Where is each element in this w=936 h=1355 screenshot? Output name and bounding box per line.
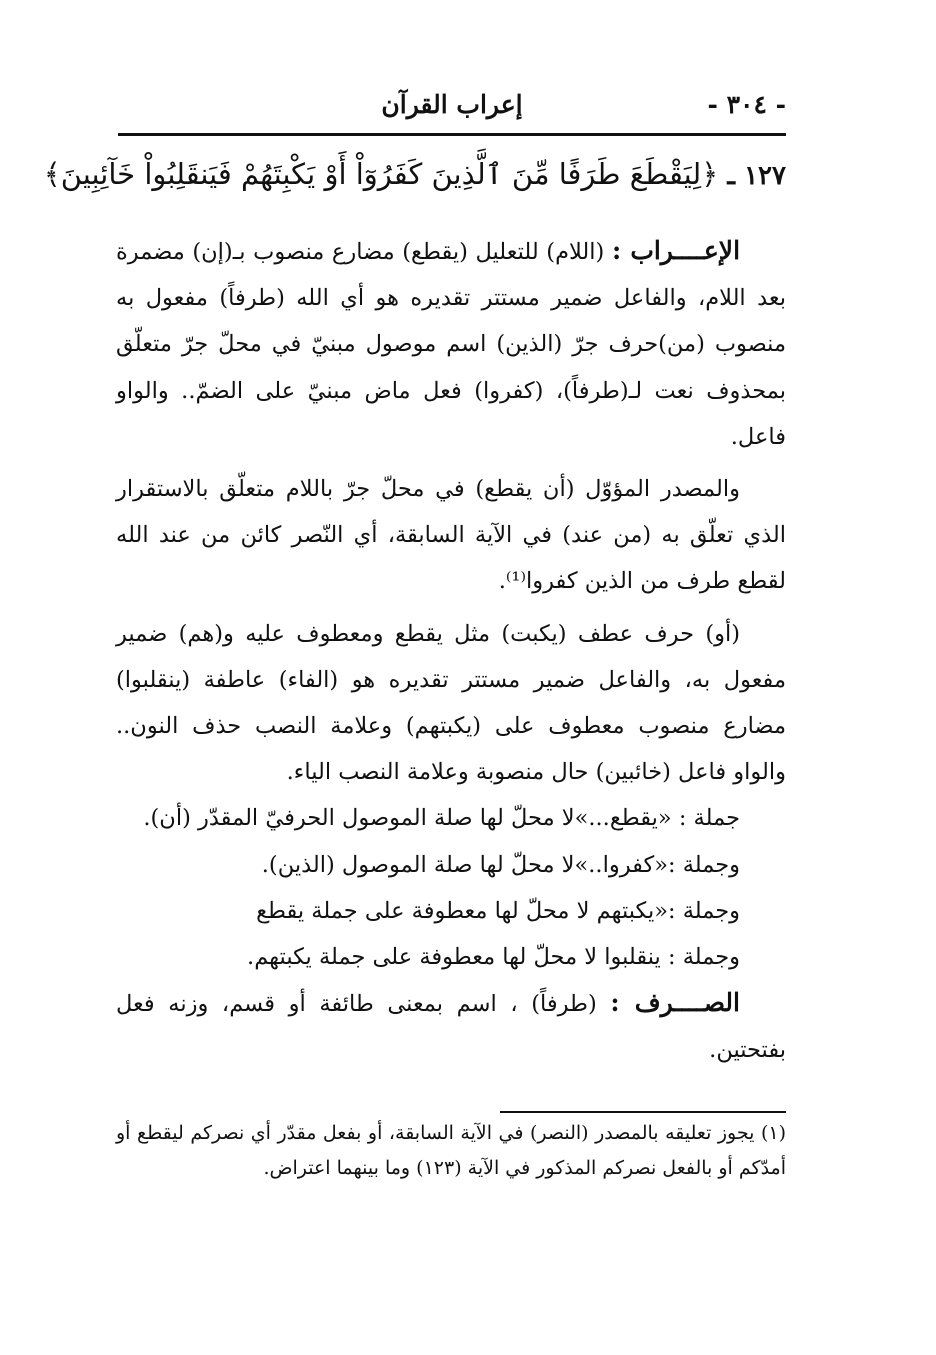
- verse-number: ١٢٧ ـ: [727, 161, 786, 191]
- sentence-2: وجملة :«كفروا..»لا محلّ لها صلة الموصول (الذين).: [261, 851, 740, 878]
- quran-verse: [43, 150, 786, 200]
- page-header: [118, 88, 786, 128]
- irab-text: (اللام) للتعليل (يقطع) مضارع منصوب بـ(إن) مضمرة بعد اللام، والفاعل ضمير مستتر تقديره هو أي الله (طرفاً) مفعول به منصوب (من)حرف جرّ (الذين) اسم موصول مبنيّ في محلّ جرّ متعلّق بمحذوف نعت لـ(طرفاً)، (كفروا) فعل ماض مبنيّ على الضمّ.. والواو فاعل.: [116, 239, 786, 450]
- sarf-paragraph: [116, 980, 786, 1073]
- irab-paragraph: [116, 228, 786, 460]
- footnote-1: (١) يجوز تعليقه بالمصدر (النصر) في الآية السابقة، أو بفعل مقدّر أي نصركم ليقطع أو أمدّكم أو بالفعل نصركم المذكور في الآية (١٢٣) وما بينهما اعتراض.: [116, 1122, 786, 1179]
- footnotes: [116, 1116, 786, 1186]
- page-number: - ٣٠٤ -: [707, 90, 786, 119]
- atf-paragraph: (أو) حرف عطف (يكبت) مثل يقطع ومعطوف عليه و(هم) ضمير مفعول به، والفاعل ضمير مستتر تقديره هو (الفاء) عاطفة (ينقلبوا) مضارع منصوب معطوف على (يكبتهم) وعلامة النصب حذف النون.. والواو فاعل (خائبين) حال منصوبة وعلامة النصب الياء.: [116, 620, 786, 786]
- masdar-paragraph: والمصدر المؤوّل (أن يقطع) في محلّ جرّ باللام متعلّق بالاستقرار الذي تعلّق به (من عند) في الآية السابقة، أي النّصر كائن من عند الله لقطع طرف من الذين كفروا⁽¹⁾.: [116, 476, 786, 595]
- commentary-body: [116, 228, 786, 1074]
- sentence-3: وجملة :«يكبتهم لا محلّ لها معطوفة على جملة يقطع: [256, 897, 740, 924]
- footnote-rule: [500, 1111, 786, 1113]
- sarf-label: الصــــرف :: [610, 988, 740, 1018]
- sentence-4: وجملة : ينقلبوا لا محلّ لها معطوفة على جملة يكبتهم.: [247, 944, 740, 971]
- header-rule: [118, 133, 786, 136]
- sarf-text: (طرفاً) ، اسم بمعنى طائفة أو قسم، وزنه فعل بفتحتين.: [116, 991, 786, 1064]
- verse-text: ﴿لِيَقْطَعَ طَرَفًا مِّنَ ٱلَّذِينَ كَفَرُوٓاْ أَوْ يَكْبِتَهُمْ فَيَنقَلِبُواْ خَآئِبِينَ﴾: [43, 157, 719, 191]
- running-title: إعراب القرآن: [381, 90, 523, 119]
- sentence-1: جملة : «يقطع...»لا محلّ لها صلة الموصول الحرفيّ المقدّر (أن).: [143, 805, 740, 832]
- irab-label: الإعــــراب :: [611, 236, 741, 265]
